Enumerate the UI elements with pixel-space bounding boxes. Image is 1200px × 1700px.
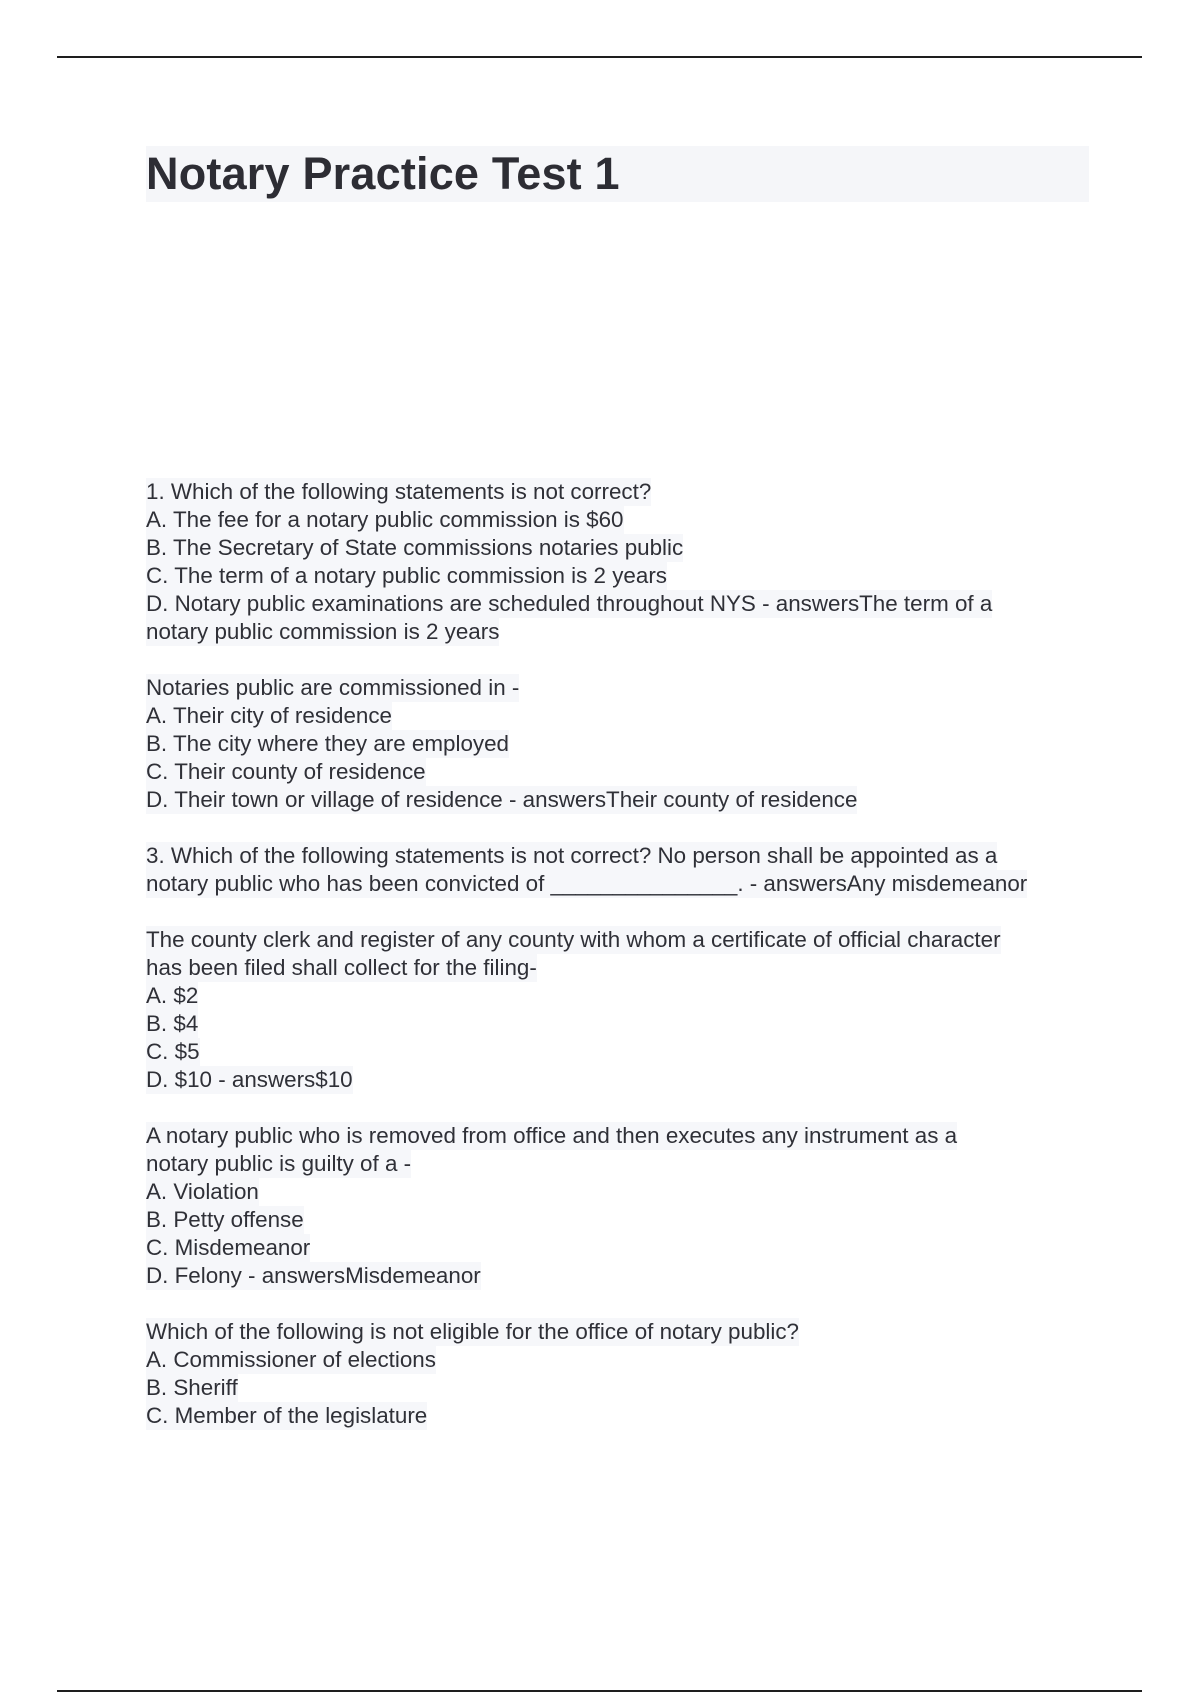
answer-option-c: C. Misdemeanor xyxy=(146,1235,311,1260)
answer-option-a: A. $2 xyxy=(146,983,199,1008)
answer-option-d: D. Their town or village of residence - answersTheir county of residence xyxy=(146,787,858,812)
bottom-rule xyxy=(57,1690,1142,1692)
answer-option-b: B. The city where they are employed xyxy=(146,731,509,756)
answer-option-d: D. $10 - answers$10 xyxy=(146,1067,353,1092)
answer-option-c: C. Their county of residence xyxy=(146,759,426,784)
question-block-6 xyxy=(146,1318,1096,1430)
answer-text: notary public who has been convicted of _______________. - answersAny misdemeanor xyxy=(146,871,1028,896)
question-text: has been filed shall collect for the filing- xyxy=(146,955,537,980)
answer-option-d: D. Felony - answersMisdemeanor xyxy=(146,1263,481,1288)
answer-option-b: B. $4 xyxy=(146,1011,199,1036)
answer-option-b: B. The Secretary of State commissions notaries public xyxy=(146,535,684,560)
page-title: Notary Practice Test 1 xyxy=(146,148,620,199)
question-block-4 xyxy=(146,926,1096,1094)
top-rule xyxy=(57,56,1142,58)
question-block-5 xyxy=(146,1122,1096,1290)
answer-option-a: A. The fee for a notary public commission is $60 xyxy=(146,507,624,532)
answer-option-b: B. Petty offense xyxy=(146,1207,304,1232)
answer-option-d: D. Notary public examinations are scheduled throughout NYS - answersThe term of a xyxy=(146,591,993,616)
question-list xyxy=(146,478,1096,1458)
answer-option-c: C. $5 xyxy=(146,1039,200,1064)
answer-text: notary public commission is 2 years xyxy=(146,619,500,644)
question-text: The county clerk and register of any county with whom a certificate of official character xyxy=(146,927,1001,952)
question-text: Notaries public are commissioned in - xyxy=(146,675,520,700)
question-block-1 xyxy=(146,478,1096,646)
answer-option-b: B. Sheriff xyxy=(146,1375,238,1400)
answer-option-a: A. Their city of residence xyxy=(146,703,392,728)
question-text: notary public is guilty of a - xyxy=(146,1151,412,1176)
question-text: 1. Which of the following statements is not correct? xyxy=(146,479,652,504)
answer-option-c: C. Member of the legislature xyxy=(146,1403,428,1428)
question-text: 3. Which of the following statements is not correct? No person shall be appointed as a xyxy=(146,843,998,868)
question-text: A notary public who is removed from office and then executes any instrument as a xyxy=(146,1123,958,1148)
answer-option-a: A. Violation xyxy=(146,1179,259,1204)
answer-option-a: A. Commissioner of elections xyxy=(146,1347,436,1372)
question-block-3 xyxy=(146,842,1096,898)
question-text: Which of the following is not eligible for the office of notary public? xyxy=(146,1319,800,1344)
question-block-2 xyxy=(146,674,1096,814)
answer-option-c: C. The term of a notary public commission is 2 years xyxy=(146,563,667,588)
